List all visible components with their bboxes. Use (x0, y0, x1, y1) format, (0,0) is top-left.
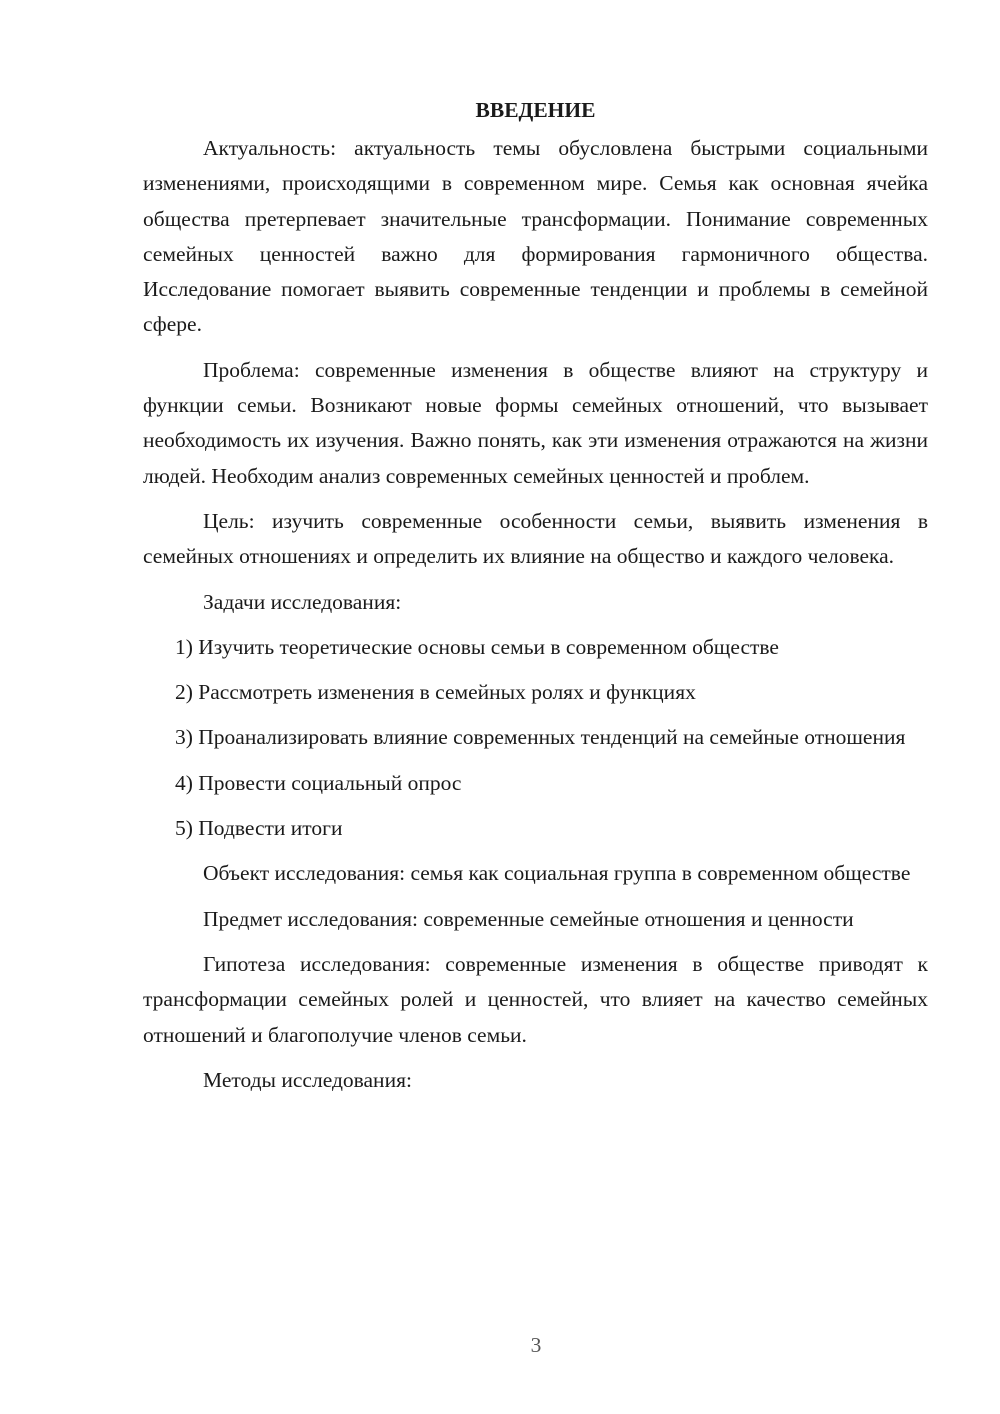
task-item: 5) Подвести итоги (175, 816, 343, 841)
task-item: 2) Рассмотреть изменения в семейных ролях и функциях (175, 680, 696, 705)
subject-paragraph: Предмет исследования: современные семейные отношения и ценности (203, 906, 854, 931)
task-item: 4) Провести социальный опрос (175, 770, 462, 795)
problem-paragraph: Проблема: современные изменения в обществе влияют на структуру и функции семьи. Возникают новые формы семейных отношений, что вызывает необходимость их изучения. Важно понять, как эти изменения отражаются на жизни людей. Необходим анализ современных семейных ценностей и проблем. (143, 357, 928, 488)
task-item: 3) Проанализировать влияние современных тенденций на семейные отношения (175, 725, 906, 750)
page-title: ВВЕДЕНИЕ (475, 98, 596, 122)
goal-paragraph: Цель: изучить современные особенности семьи, выявить изменения в семейных отношениях и определить их влияние на общество и каждого человека. (143, 508, 928, 569)
page-number: 3 (530, 1333, 542, 1357)
hypothesis-paragraph: Гипотеза исследования: современные изменения в обществе приводят к трансформации семейных ролей и ценностей, что влияет на качество семейных отношений и благополучие членов семьи. (143, 951, 928, 1047)
object-paragraph: Объект исследования: семья как социальная группа в современном обществе (203, 861, 911, 886)
methods-heading: Методы исследования: (203, 1067, 412, 1092)
page-content (143, 95, 928, 1108)
tasks-heading: Задачи исследования: (203, 589, 402, 614)
relevance-paragraph: Актуальность: актуальность темы обусловлена быстрыми социальными изменениями, происходящими в современном мире. Семья как основная ячейка общества претерпевает значительные трансформации. Понимание современных семейных ценностей важно для формирования гармоничного общества. Исследование помогает выявить современные тенденции и проблемы в семейной сфере. (143, 136, 928, 337)
task-item: 1) Изучить теоретические основы семьи в современном обществе (175, 634, 779, 659)
